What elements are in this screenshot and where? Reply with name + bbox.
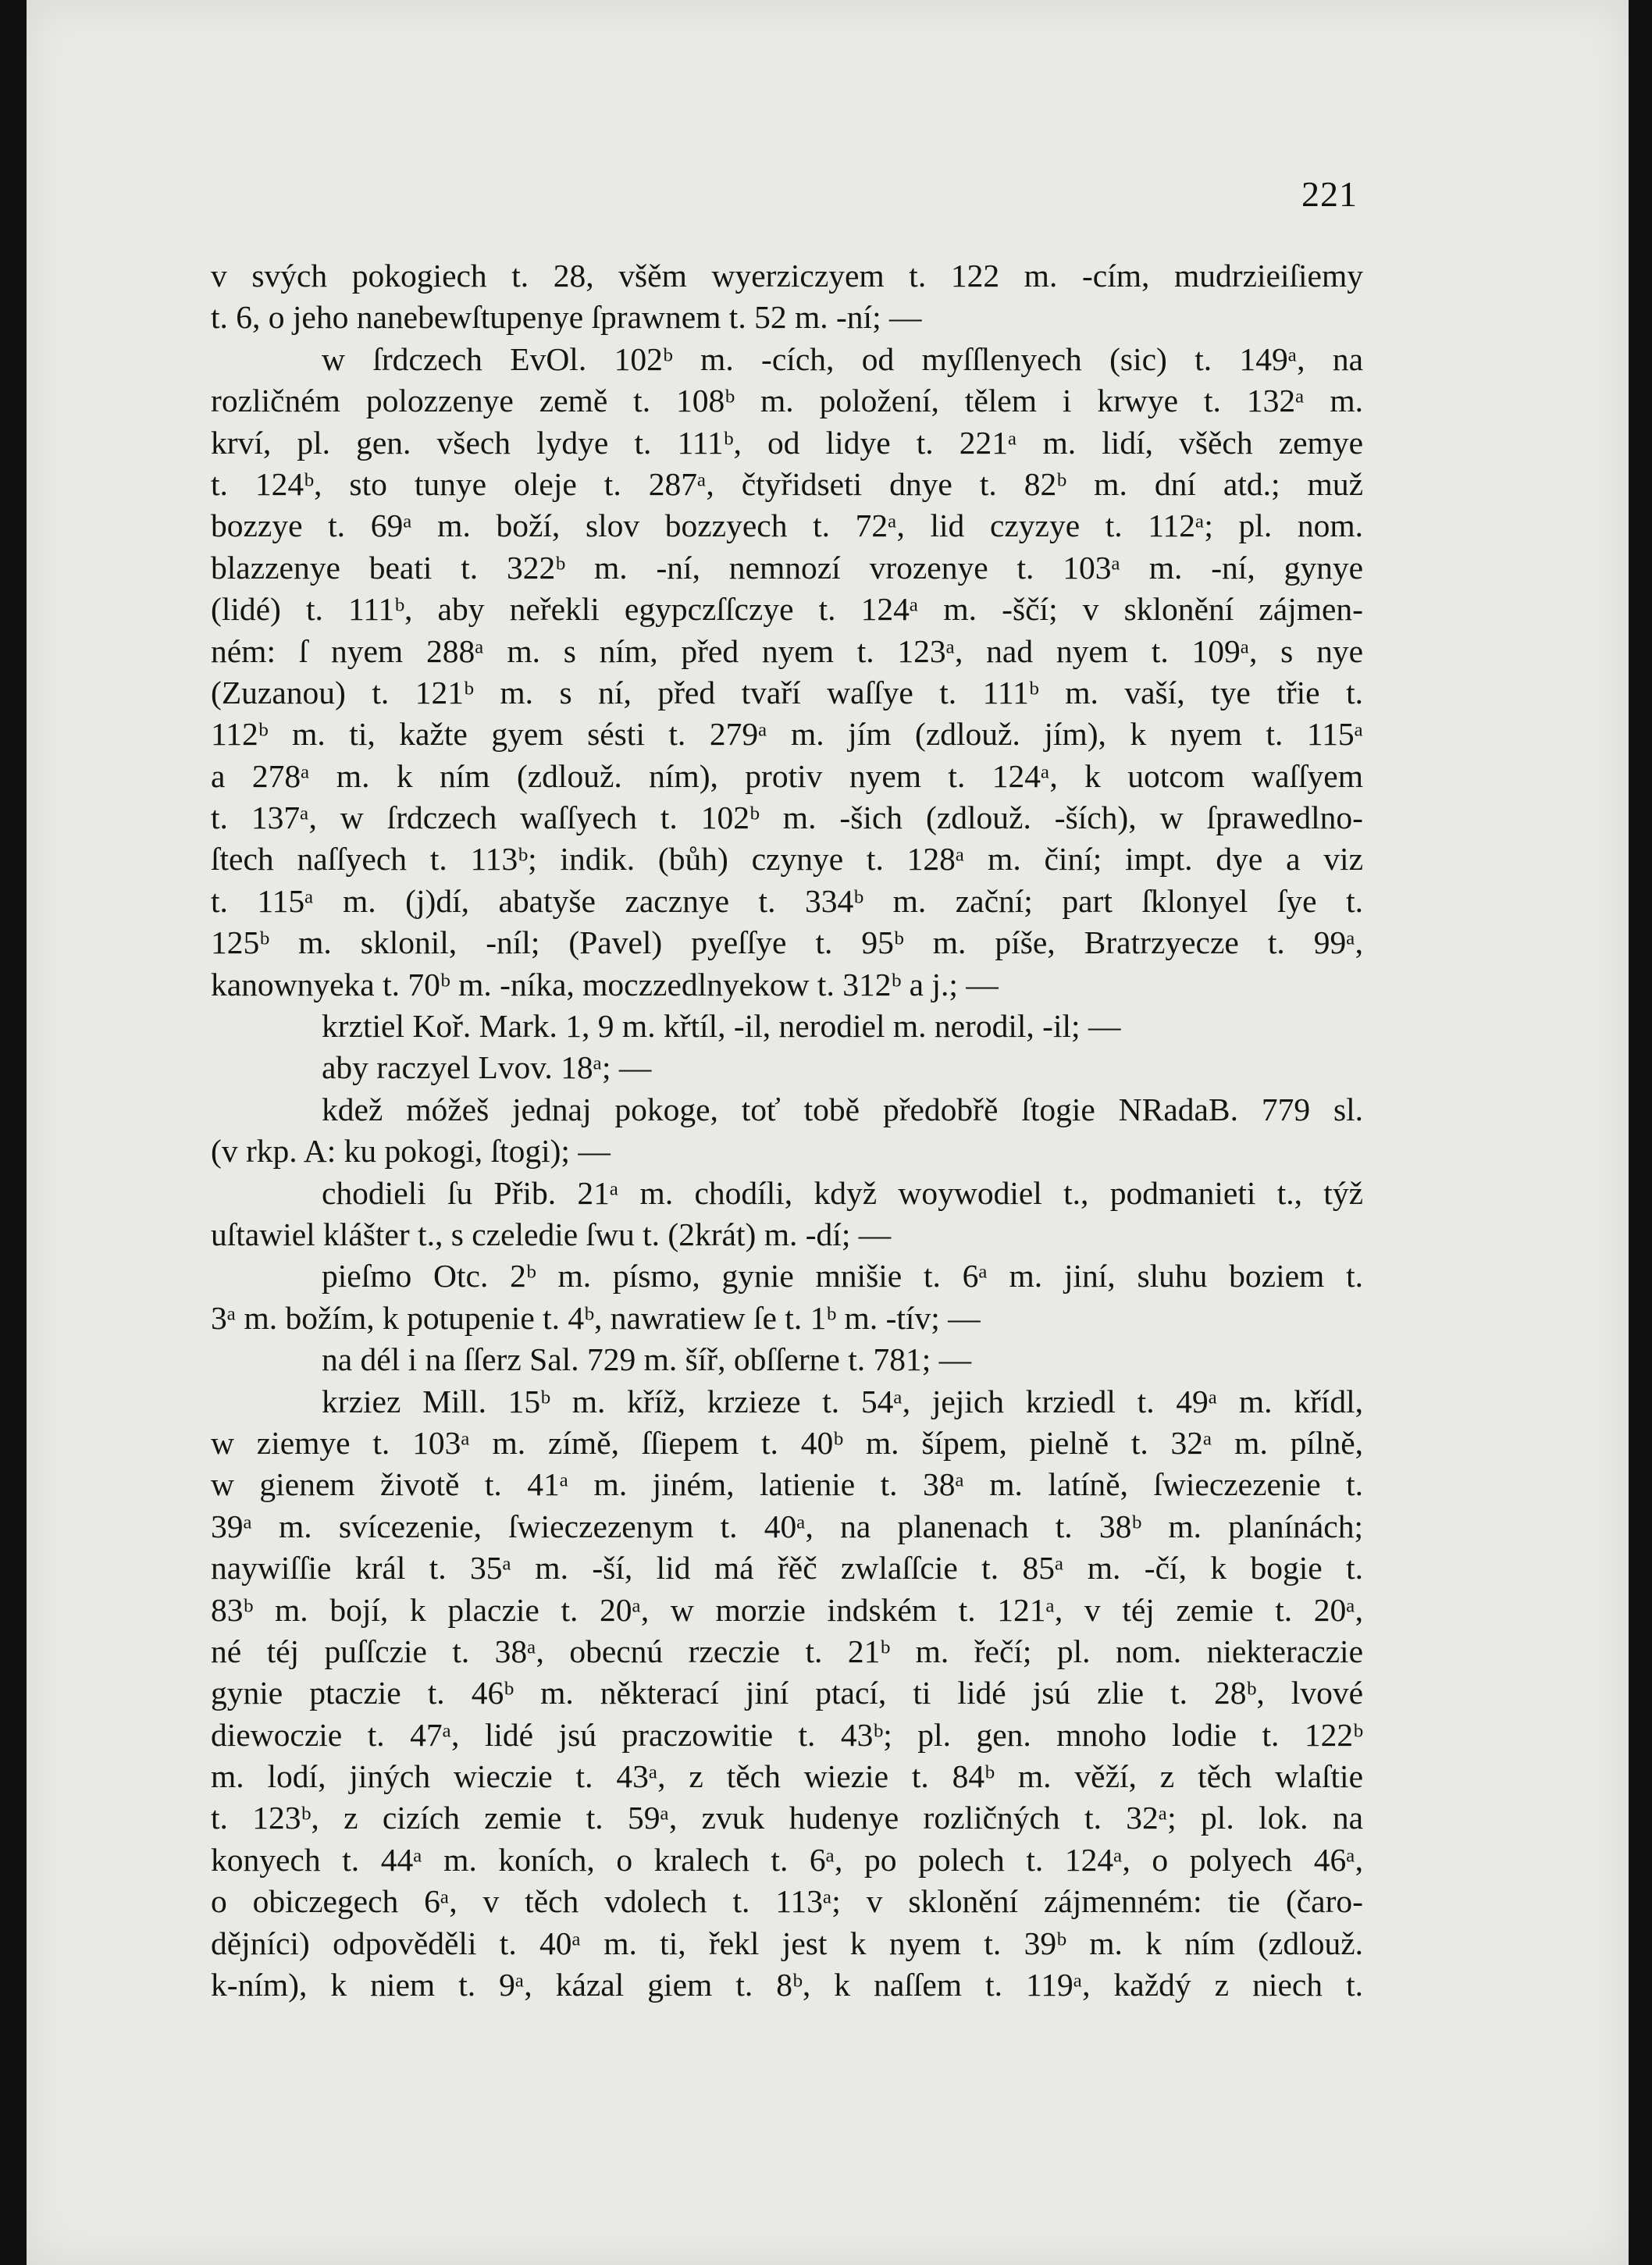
text-line: krztiel Koř. Mark. 1, 9 m. křtíl, -il, nerodiel m. nerodil, -il; — (322, 1008, 1121, 1045)
text-line: bozzye t. 69ᵃ m. boží, slov bozzyech t. 72ᵃ, lid czyzye t. 112ᵃ; pl. nom. (211, 507, 1363, 544)
text-line: aby raczyel Lvov. 18ᵃ; — (322, 1049, 652, 1086)
text-line: 125ᵇ m. sklonil, -níl; (Pavel) pyeſſye t. 95ᵇ m. píše, Bratrzyecze t. 99ᵃ, (211, 924, 1363, 961)
text-line: 3ᵃ m. božím, k potupenie t. 4ᵇ, nawratiew ſe t. 1ᵇ m. -tív; — (211, 1299, 981, 1336)
text-line: o obiczegech 6ᵃ, v těch vdolech t. 113ᵃ; v sklonění zájmenném: tie (čaro- (211, 1883, 1363, 1920)
text-line: ſtech naſſyech t. 113ᵇ; indik. (bůh) czynye t. 128ᵃ m. činí; impt. dye a viz (211, 841, 1363, 878)
text-line: t. 115ᵃ m. (j)dí, abatyše zacznye t. 334ᵇ m. zační; part ſklonyel ſye t. (211, 882, 1363, 919)
text-line: w ziemye t. 103ᵃ m. zímě, ſſiepem t. 40ᵇ m. šípem, pielně t. 32ᵃ m. pílně, (211, 1424, 1363, 1461)
text-line: konyech t. 44ᵃ m. koních, o kralech t. 6ᵃ, po polech t. 124ᵃ, o polyech 46ᵃ, (211, 1841, 1363, 1878)
scan-border-left (0, 0, 27, 2265)
text-line: kdež móžeš jednaj pokoge, toť tobě předobřě ſtogie NRadaB. 779 sl. (322, 1091, 1363, 1127)
text-line: t. 137ᵃ, w ſrdczech waſſyech t. 102ᵇ m. -šich (zdlouž. -ších), w ſprawedlno- (211, 800, 1363, 836)
text-line: t. 124ᵇ, sto tunye oleje t. 287ᵃ, čtyřidseti dnye t. 82ᵇ m. dní atd.; muž (211, 465, 1363, 502)
text-line: 39ᵃ m. svícezenie, ſwieczezenym t. 40ᵃ, na planenach t. 38ᵇ m. planínách; (211, 1508, 1363, 1544)
scan-border-right (1629, 0, 1652, 2265)
text-line: blazzenye beati t. 322ᵇ m. -ní, nemnozí vrozenye t. 103ᵃ m. -ní, gynye (211, 549, 1363, 586)
text-line: né téj puſſczie t. 38ᵃ, obecnú rzeczie t. 21ᵇ m. řečí; pl. nom. niekteraczie (211, 1633, 1363, 1669)
text-line: (v rkp. A: ku pokogi, ſtogi); — (211, 1133, 611, 1170)
text-line: diewoczie t. 47ᵃ, lidé jsú praczowitie t. 43ᵇ; pl. gen. mnoho lodie t. 122ᵇ (211, 1716, 1363, 1753)
text-line: 112ᵇ m. ti, kažte gyem sésti t. 279ᵃ m. jím (zdlouž. jím), k nyem t. 115ᵃ (211, 716, 1363, 753)
body-text (211, 255, 1363, 2006)
text-line: uſtawiel klášter t., s czeledie ſwu t. (2krát) m. -dí; — (211, 1216, 892, 1252)
text-line: kanownyeka t. 70ᵇ m. -níka, moczzedlnyekow t. 312ᵇ a j.; — (211, 966, 999, 1003)
text-line: naywiſſie král t. 35ᵃ m. -ší, lid má řěč zwlaſſcie t. 85ᵃ m. -čí, k bogie t. (211, 1550, 1363, 1587)
text-line: ném: ſ nyem 288ᵃ m. s ním, před nyem t. 123ᵃ, nad nyem t. 109ᵃ, s nye (211, 632, 1363, 669)
page-number: 221 (1301, 174, 1358, 214)
text-line: krví, pl. gen. všech lydye t. 111ᵇ, od lidye t. 221ᵃ m. lidí, všěch zemye (211, 424, 1363, 461)
text-line: chodieli ſu Přib. 21ᵃ m. chodíli, když woywodiel t., podmanieti t., týž (322, 1174, 1363, 1211)
text-line: v svých pokogiech t. 28, všěm wyerziczyem t. 122 m. -cím, mudrzieiſiemy (211, 258, 1363, 294)
text-line: (lidé) t. 111ᵇ, aby neřekli egypczſſczye t. 124ᵃ m. -ščí; v sklonění zájmen- (211, 591, 1363, 628)
text-line: rozličném polozzenye země t. 108ᵇ m. položení, tělem i krwye t. 132ᵃ m. (211, 383, 1363, 419)
text-line: w ſrdczech EvOl. 102ᵇ m. -cích, od myſſlenyech (sic) t. 149ᵃ, na (322, 340, 1363, 377)
text-line: krziez Mill. 15ᵇ m. kříž, krzieze t. 54ᵃ, jejich krziedl t. 49ᵃ m. křídl, (322, 1383, 1363, 1419)
text-line: m. lodí, jiných wieczie t. 43ᵃ, z těch wiezie t. 84ᵇ m. věží, z těch wlaſtie (211, 1758, 1363, 1795)
text-line: pieſmo Otc. 2ᵇ m. písmo, gynie mnišie t. 6ᵃ m. jiní, sluhu boziem t. (322, 1258, 1363, 1295)
text-line: gynie ptaczie t. 46ᵇ m. některací jiní ptací, ti lidé jsú zlie t. 28ᵇ, lvové (211, 1675, 1363, 1711)
text-line: w gienem životě t. 41ᵃ m. jiném, latienie t. 38ᵃ m. latíně, ſwieczezenie t. (211, 1466, 1363, 1503)
text-line: na dél i na ſſerz Sal. 729 m. šíř, obſſerne t. 781; — (322, 1341, 972, 1378)
text-line: t. 123ᵇ, z cizích zemie t. 59ᵃ, zvuk hudenye rozličných t. 32ᵃ; pl. lok. na (211, 1800, 1363, 1836)
text-line: a 278ᵃ m. k ním (zdlouž. ním), protiv nyem t. 124ᵃ, k uotcom waſſyem (211, 757, 1363, 794)
text-line: (Zuzanou) t. 121ᵇ m. s ní, před tvaří waſſye t. 111ᵇ m. vaší, tye třie t. (211, 674, 1363, 710)
text-line: 83ᵇ m. bojí, k placzie t. 20ᵃ, w morzie indském t. 121ᵃ, v téj zemie t. 20ᵃ, (211, 1591, 1363, 1628)
book-page (27, 0, 1629, 2265)
text-line: k-ním), k niem t. 9ᵃ, kázal giem t. 8ᵇ, k naſſem t. 119ᵃ, každý z niech t. (211, 1967, 1363, 2003)
text-line: t. 6, o jeho nanebewſtupenye ſprawnem t. 52 m. -ní; — (211, 299, 922, 336)
text-line: dějníci) odpověděli t. 40ᵃ m. ti, řekl jest k nyem t. 39ᵇ m. k ním (zdlouž. (211, 1925, 1363, 1961)
